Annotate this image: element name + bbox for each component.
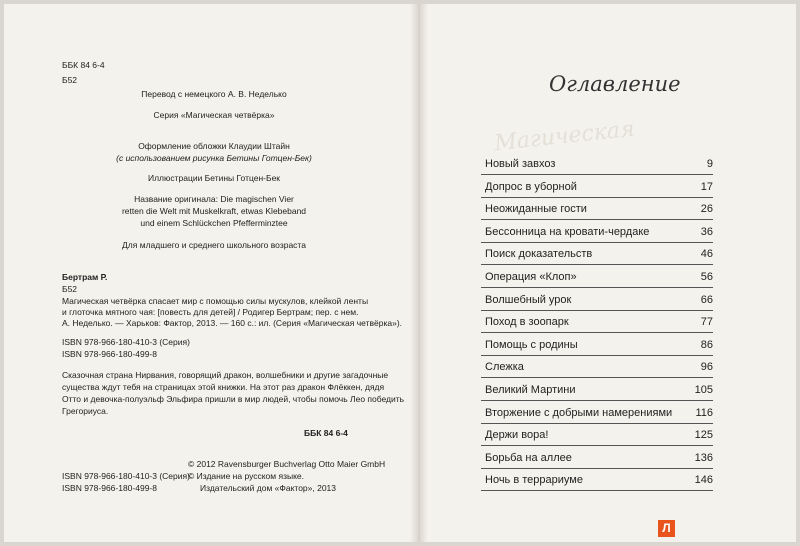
toc-entry[interactable] <box>481 226 713 249</box>
toc-entry[interactable] <box>481 361 713 384</box>
toc-entry-label: Волшебный урок <box>485 293 572 306</box>
toc-entry[interactable] <box>481 271 713 294</box>
toc-entry-label: Поиск доказательств <box>485 248 593 261</box>
toc-entry-page: 86 <box>700 338 713 351</box>
toc-entry[interactable] <box>481 474 713 497</box>
toc-entry-page: 105 <box>694 383 713 396</box>
toc-entry-page: 46 <box>700 248 713 261</box>
toc-rule <box>481 355 713 356</box>
toc-entry-page: 96 <box>700 361 713 374</box>
toc-rule <box>481 310 713 311</box>
toc-entry[interactable] <box>481 203 713 226</box>
toc-entry[interactable] <box>481 158 713 181</box>
isbn-line-bottom: ISBN 978-966-180-410-3 (Серия) <box>62 471 190 481</box>
translator-line: Перевод с немецкого А. В. Неделько <box>141 89 287 99</box>
toc-entry-page: 66 <box>700 293 713 306</box>
toc-rule <box>481 219 713 220</box>
author-heading: Бертрам Р. <box>62 272 108 282</box>
toc-entry-label: Неожиданные гости <box>485 203 587 216</box>
toc-rule <box>481 468 713 469</box>
toc-entry-page: 116 <box>695 406 713 419</box>
copyright-line: Издательский дом «Фактор», 2013 <box>200 483 337 493</box>
toc-entry-label: Вторжение с добрыми намерениями <box>485 406 673 419</box>
toc-rule <box>481 197 713 198</box>
toc-rule <box>481 445 713 446</box>
toc-entry[interactable] <box>481 294 713 317</box>
toc-entry-page: 36 <box>700 225 713 238</box>
toc-entry[interactable] <box>481 316 713 339</box>
cover-design-note: (с использованием рисунка Бетины Готцен-Бек) <box>116 153 312 163</box>
toc-rule <box>481 264 713 265</box>
toc-rule <box>481 377 713 378</box>
imprint-page <box>4 4 410 542</box>
toc-entry-page: 9 <box>706 158 713 170</box>
original-title-line: Название оригинала: Die magischen Vier <box>134 194 294 204</box>
show-through-text: Магическая <box>493 116 636 157</box>
isbn-line-bottom: ISBN 978-966-180-499-8 <box>62 483 157 493</box>
annotation-line: Сказочная страна Нирвания, говорящий дракон, волшебники и другие загадочные <box>62 370 389 380</box>
catalog-line: и глоточка мятного чая: [повесть для детей] / Родигер Бертрам; пер. с нем. <box>62 307 359 317</box>
toc-entry-label: Новый завхоз <box>485 158 556 170</box>
udc-code-mid: Б52 <box>62 284 78 294</box>
toc-entry-label: Великий Мартини <box>485 383 576 396</box>
copyright-line: © Издание на русском языке. <box>188 471 304 481</box>
toc-entry[interactable] <box>481 407 713 430</box>
toc-entry-page: 146 <box>694 474 713 487</box>
toc-entry-label: Ночь в террариуме <box>485 474 583 487</box>
toc-entry-label: Слежка <box>485 361 524 374</box>
toc-rule <box>481 490 713 491</box>
original-title-line: und einem Schlückchen Pfefferminztee <box>140 218 288 228</box>
table-of-contents <box>481 158 713 497</box>
toc-entry-label: Помощь с родины <box>485 338 578 351</box>
toc-entry[interactable] <box>481 452 713 475</box>
annotation-line: существа ждут тебя на страницах этой книжки. На этот раз дракон Флёккен, дядя <box>62 382 385 392</box>
isbn-line: ISBN 978-966-180-410-3 (Серия) <box>62 337 190 347</box>
toc-entry-label: Держи вора! <box>485 429 549 442</box>
toc-entry-label: Поход в зоопарк <box>485 316 569 329</box>
toc-entry-label: Операция «Клоп» <box>485 270 577 283</box>
toc-rule <box>481 423 713 424</box>
toc-entry[interactable] <box>481 384 713 407</box>
toc-rule <box>481 332 713 333</box>
copyright-line: © 2012 Ravensburger Buchverlag Otto Maier GmbH <box>188 459 386 469</box>
toc-rule <box>481 287 713 288</box>
labirint-logo-icon: Л <box>658 520 675 537</box>
toc-rule <box>481 174 713 175</box>
toc-title: Оглавление <box>549 72 681 96</box>
toc-entry-page: 136 <box>694 451 713 464</box>
bbk-code-top: ББК 84 6-4 <box>62 60 105 70</box>
toc-entry[interactable] <box>481 181 713 204</box>
toc-entry-page: 26 <box>700 203 713 216</box>
catalog-line: А. Неделько. — Харьков: Фактор, 2013. — 160 с.: ил. (Серия «Магическая четвёрка»). <box>62 318 403 328</box>
toc-entry-label: Бессонница на кровати-чердаке <box>485 225 650 238</box>
annotation-line: Отто и девочка-полуэльф Эльфира пришли в мир людей, чтобы помочь Лео победить <box>62 394 405 404</box>
toc-entry[interactable] <box>481 248 713 271</box>
toc-entry-page: 125 <box>694 429 713 442</box>
toc-entry[interactable] <box>481 429 713 452</box>
toc-entry-page: 77 <box>700 316 713 329</box>
toc-entry-page: 17 <box>700 180 713 193</box>
toc-rule <box>481 242 713 243</box>
udc-code-top: Б52 <box>62 75 78 85</box>
toc-entry-label: Допрос в уборной <box>485 180 577 193</box>
age-line: Для младшего и среднего школьного возраста <box>122 240 306 250</box>
toc-entry[interactable] <box>481 339 713 362</box>
book-spread <box>4 4 796 542</box>
cover-design-line: Оформление обложки Клаудии Штайн <box>138 141 290 151</box>
isbn-line: ISBN 978-966-180-499-8 <box>62 349 157 359</box>
catalog-line: Магическая четвёрка спасает мир с помощью силы мускулов, клейкой ленты <box>62 296 369 306</box>
original-title-line: retten die Welt mit Muskelkraft, etwas Klebeband <box>121 206 307 216</box>
toc-rule <box>481 400 713 401</box>
bbk-code-bottom: ББК 84 6-4 <box>304 428 348 438</box>
book-gutter <box>410 4 428 542</box>
illustrations-line: Иллюстрации Бетины Готцен-Бек <box>147 173 281 183</box>
series-line: Серия «Магическая четвёрка» <box>153 110 275 120</box>
toc-entry-label: Борьба на аллее <box>485 451 572 464</box>
annotation-line: Грегориуса. <box>62 406 109 416</box>
toc-entry-page: 56 <box>700 270 713 283</box>
